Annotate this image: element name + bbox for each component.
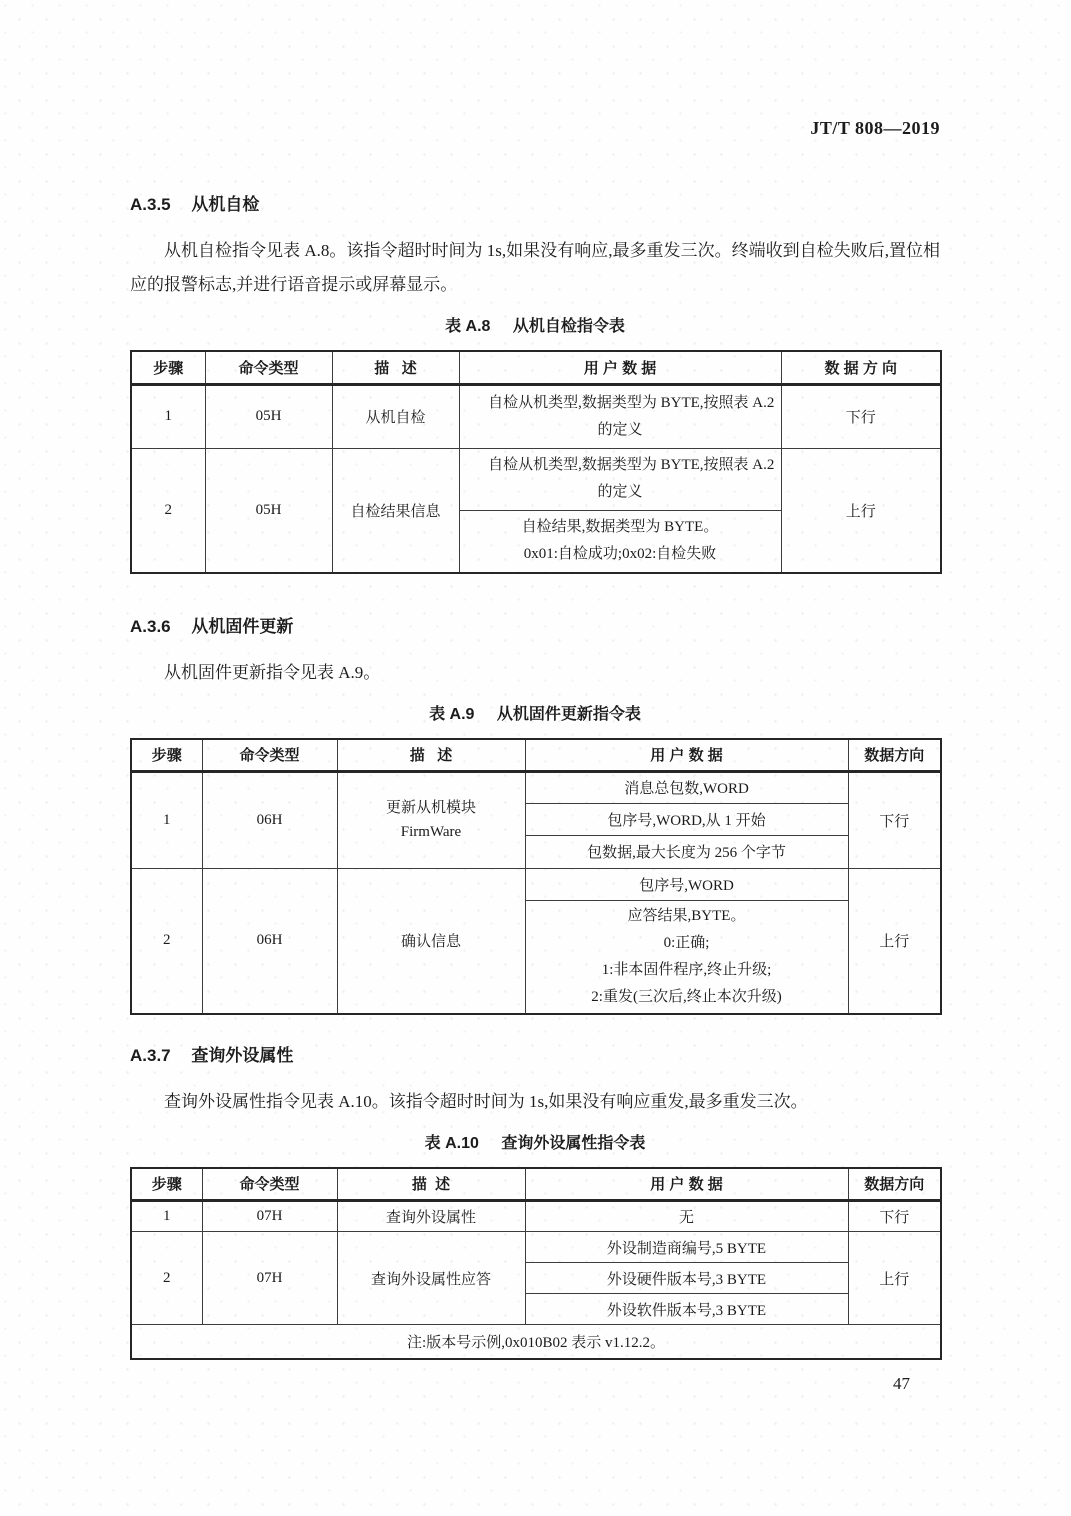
cell-step: 2 xyxy=(131,868,202,1014)
table-row xyxy=(131,868,941,900)
cell-desc: 从机自检 xyxy=(332,384,459,448)
cell-desc: 确认信息 xyxy=(337,868,525,1014)
section-title: 从机固件更新 xyxy=(191,617,294,636)
column-header-direction: 数 据 方 向 xyxy=(781,351,941,384)
cell-line: 自检结果,数据类型为 BYTE。 xyxy=(521,519,719,536)
paragraph-a37: 查询外设属性指令见表 A.10。该指令超时时间为 1s,如果没有响应重发,最多重发三次。 xyxy=(164,1091,808,1111)
cell-direction: 上行 xyxy=(848,868,941,1014)
table-caption-title: 从机固件更新指令表 xyxy=(496,706,641,723)
cell-cmd: 05H xyxy=(205,384,332,448)
section-title: 查询外设属性 xyxy=(191,1045,294,1065)
cell-user-data: 外设制造商编号,5 BYTE xyxy=(525,1232,848,1263)
table-note-row xyxy=(131,1325,941,1359)
cell-user-data xyxy=(525,900,848,1014)
cell-direction: 上行 xyxy=(848,1232,941,1325)
cell-line: FirmWare xyxy=(400,824,462,840)
column-header-desc: 描 述 xyxy=(337,1168,525,1201)
paragraph-a35: 从机自检指令见表 A.8。该指令超时时间为 1s,如果没有响应,最多重发三次。终端收到自检失败后,置位相应的报警标志,并进行语音提示或屏幕显示。 xyxy=(130,241,940,294)
section-title: 从机自检 xyxy=(191,195,260,214)
table-caption-label: 表 A.8 xyxy=(445,318,491,335)
cell-user-data: 无 xyxy=(525,1201,848,1232)
cell-user-data: 消息总包数,WORD xyxy=(525,771,848,803)
cell-step: 2 xyxy=(131,448,205,573)
cell-user-data: 自检从机类型,数据类型为 BYTE,按照表 A.2 的定义 xyxy=(459,448,781,510)
cell-user-data: 外设软件版本号,3 BYTE xyxy=(525,1294,848,1325)
column-header-step: 步骤 xyxy=(131,1168,202,1201)
section-heading-a37 xyxy=(130,1045,940,1067)
table-caption-label: 表 A.9 xyxy=(429,706,475,723)
cell-line: 应答结果,BYTE。 xyxy=(627,907,746,924)
cell-cmd: 05H xyxy=(205,448,332,573)
cell-cmd: 07H xyxy=(202,1232,337,1325)
table-row xyxy=(131,771,941,803)
cell-step: 1 xyxy=(131,771,202,868)
table-a9-caption xyxy=(130,704,940,726)
section-heading-a35 xyxy=(130,194,940,216)
column-header-cmd: 命令类型 xyxy=(202,1168,337,1201)
cell-cmd: 06H xyxy=(202,771,337,868)
table-caption-title: 从机自检指令表 xyxy=(512,318,625,335)
cell-user-data xyxy=(459,510,781,573)
cell-direction: 下行 xyxy=(848,771,941,868)
table-a10-caption xyxy=(130,1133,940,1155)
column-header-cmd: 命令类型 xyxy=(205,351,332,384)
table-a10-header-row xyxy=(131,1168,941,1201)
column-header-step: 步骤 xyxy=(131,351,205,384)
column-header-cmd: 命令类型 xyxy=(202,739,337,771)
cell-line: 1:非本固件程序,终止升级; xyxy=(601,961,772,978)
cell-direction: 上行 xyxy=(781,448,941,573)
table-caption-title: 查询外设属性指令表 xyxy=(501,1134,646,1152)
cell-line: 更新从机模块 xyxy=(385,800,476,816)
table-a8-header-row xyxy=(131,351,941,384)
doc-header xyxy=(130,118,940,138)
table-a10 xyxy=(130,1167,942,1360)
table-row xyxy=(131,448,941,510)
column-header-desc: 描 述 xyxy=(332,351,459,384)
cell-user-data: 自检从机类型,数据类型为 BYTE,按照表 A.2 的定义 xyxy=(459,384,781,448)
column-header-user-data: 用 户 数 据 xyxy=(525,739,848,771)
column-header-desc: 描 述 xyxy=(337,739,525,771)
cell-direction: 下行 xyxy=(781,384,941,448)
cell-desc: 自检结果信息 xyxy=(332,448,459,573)
cell-cmd: 07H xyxy=(202,1201,337,1232)
section-heading-a36 xyxy=(130,616,940,638)
cell-user-data: 包数据,最大长度为 256 个字节 xyxy=(525,835,848,868)
cell-direction: 下行 xyxy=(848,1201,941,1232)
paragraph-a36: 从机固件更新指令见表 A.9。 xyxy=(164,663,381,682)
table-row xyxy=(131,1201,941,1232)
cell-step: 1 xyxy=(131,384,205,448)
table-caption-label: 表 A.10 xyxy=(424,1134,479,1152)
table-row xyxy=(131,384,941,448)
cell-step: 1 xyxy=(131,1201,202,1232)
column-header-user-data: 用 户 数 据 xyxy=(459,351,781,384)
table-a8-caption xyxy=(130,316,940,338)
cell-desc xyxy=(337,771,525,868)
cell-desc: 查询外设属性应答 xyxy=(337,1232,525,1325)
section-number: A.3.6 xyxy=(130,617,171,636)
table-a9-header-row xyxy=(131,739,941,771)
cell-line: 0x01:自检成功;0x02:自检失败 xyxy=(523,546,717,563)
column-header-user-data: 用 户 数 据 xyxy=(525,1168,848,1201)
cell-user-data: 外设硬件版本号,3 BYTE xyxy=(525,1263,848,1294)
section-number: A.3.7 xyxy=(130,1045,171,1065)
cell-line: 0:正确; xyxy=(663,934,710,951)
table-a8 xyxy=(130,350,942,574)
column-header-step: 步骤 xyxy=(131,739,202,771)
column-header-direction: 数据方向 xyxy=(848,739,941,771)
column-header-direction: 数据方向 xyxy=(848,1168,941,1201)
table-a9 xyxy=(130,738,942,1015)
cell-user-data: 包序号,WORD,从 1 开始 xyxy=(525,803,848,835)
cell-desc: 查询外设属性 xyxy=(337,1201,525,1232)
page-number: 47 xyxy=(893,1373,910,1393)
section-number: A.3.5 xyxy=(130,195,171,214)
standard-number: JT/T 808—2019 xyxy=(810,118,940,138)
cell-user-data: 包序号,WORD xyxy=(525,868,848,900)
cell-cmd: 06H xyxy=(202,868,337,1014)
cell-step: 2 xyxy=(131,1232,202,1325)
table-row xyxy=(131,1232,941,1263)
cell-line: 2:重发(三次后,终止本次升级) xyxy=(591,988,782,1005)
table-note: 注:版本号示例,0x010B02 表示 v1.12.2。 xyxy=(131,1325,941,1359)
